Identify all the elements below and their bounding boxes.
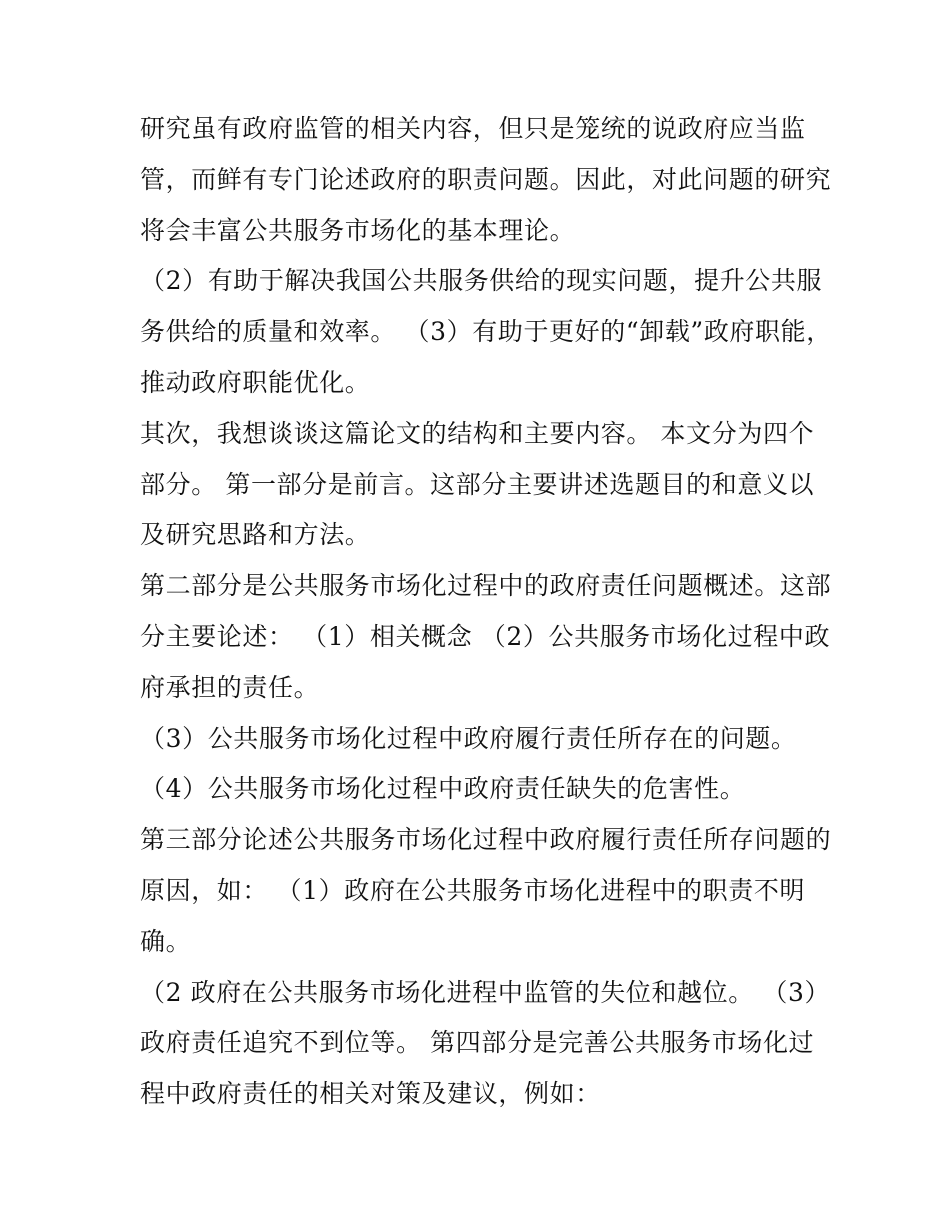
text-line-1: 研究虽有政府监管的相关内容，但只是笼统的说政府应当监 [140,114,806,143]
text-line-9: 及研究思路和方法。 [140,520,371,550]
text-line-19: 政府责任追究不到位等。 第四部分是完善公共服务市场化过 [140,1028,815,1058]
text-line-20: 程中政府责任的相关对策及建议，例如： [140,1079,601,1109]
text-line-5: 务供给的质量和效率。 （3）有助于更好的“卸载”政府职能， [140,317,832,347]
text-line-2: 管，而鲜有专门论述政府的职责问题。因此，对此问题的研究 [140,164,832,194]
text-line-18: （2 政府在公共服务市场化进程中监管的失位和越位。 （3） [140,977,831,1007]
text-line-16: 原因，如： （1）政府在公共服务市场化进程中的职责不明 [140,875,806,905]
text-line-7: 其次，我想谈谈这篇论文的结构和主要内容。 本文分为四个 [140,418,815,448]
text-line-8: 部分。 第一部分是前言。这部分主要讲述选题目的和意义以 [140,469,815,499]
text-line-3: 将会丰富公共服务市场化的基本理论。 [140,215,576,245]
text-line-11: 分主要论述： （1）相关概念 （2）公共服务市场化过程中政 [140,621,831,651]
text-line-6: 推动政府职能优化。 [140,367,371,397]
text-line-13: （3）公共服务市场化过程中政府履行责任所存在的问题。 [140,723,797,753]
text-line-17: 确。 [140,926,192,956]
text-line-12: 府承担的责任。 [140,672,320,702]
text-line-10: 第二部分是公共服务市场化过程中的政府责任问题概述。这部 [140,571,832,601]
text-line-15: 第三部分论述公共服务市场化过程中政府履行责任所存问题的 [140,825,832,855]
text-line-4: （2）有助于解决我国公共服务供给的现实问题，提升公共服 [140,266,823,296]
text-line-14: （4）公共服务市场化过程中政府责任缺失的危害性。 [140,774,746,804]
document-body [140,104,832,1120]
